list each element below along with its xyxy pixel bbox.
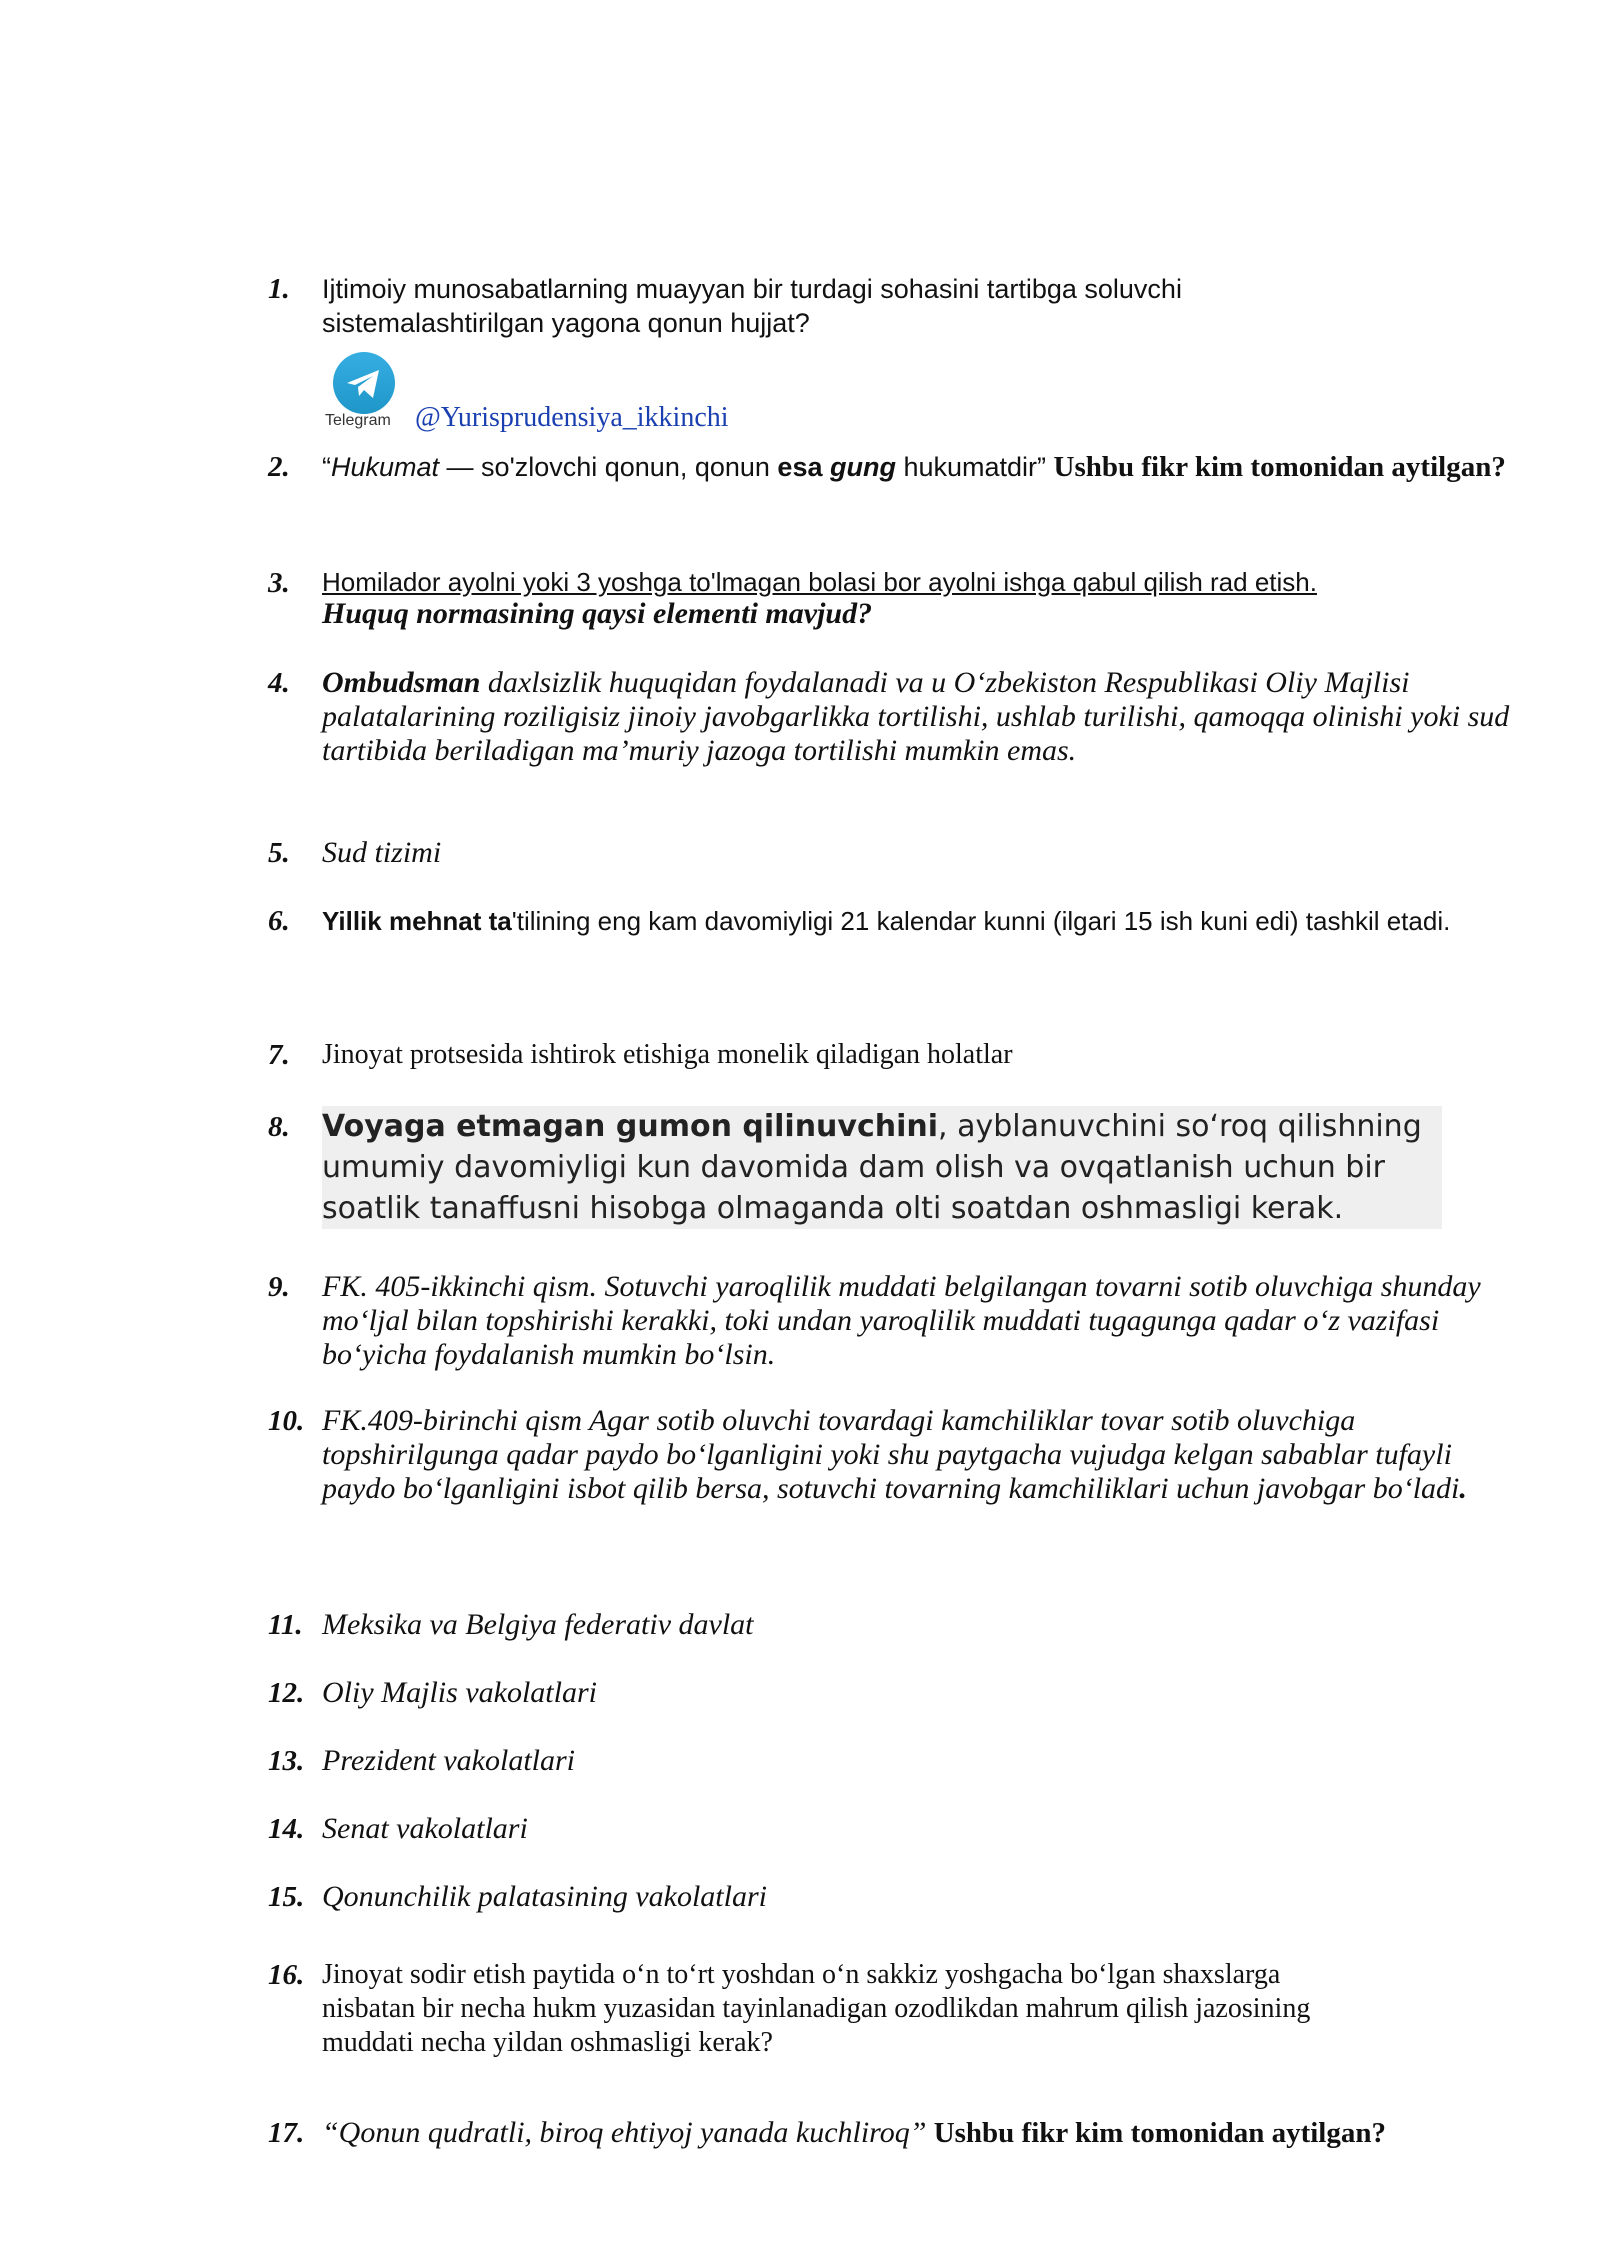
quote-text: — so'zlovchi qonun, qonun bbox=[439, 452, 778, 482]
question-number: 5. bbox=[268, 837, 290, 869]
question-text bbox=[322, 2116, 1402, 2157]
quote-bold-italic: gung bbox=[822, 452, 896, 482]
question-number: 1. bbox=[268, 273, 290, 305]
question-number: 7. bbox=[268, 1039, 290, 1071]
question-line-1: Homilador ayolni yoki 3 yoshga to'lmagan bolasi bor ayolni ishga qabul qilish rad etish. bbox=[322, 567, 1317, 597]
question-prompt: Ushbu fikr kim tomonidan aytilgan? bbox=[926, 2117, 1386, 2149]
question-number: 4. bbox=[268, 667, 290, 699]
question-text: Meksika va Belgiya federativ davlat bbox=[322, 1608, 754, 1641]
question-lead: Voyaga etmagan gumon qilinuvchini bbox=[322, 1109, 939, 1144]
question-text: Oliy Majlis vakolatlari bbox=[322, 1676, 597, 1709]
question-text: Jinoyat sodir etish paytida o‘n to‘rt yoshdan o‘n sakkiz yoshgacha bo‘lgan shaxslarga nisbatan bir necha hukm yuzasidan tayinlanadigan ozodlikdan mahrum qilish jazosining muddati necha yildan oshmasligi kerak? bbox=[322, 1959, 1311, 2058]
quote-text: “Qonun qudratli, biroq ehtiyoj yanada kuchliroq” bbox=[322, 2116, 927, 2149]
question-body: 'tilining eng kam davomiyligi 21 kalendar kunni (ilgari 15 ish kuni edi) tashkil etadi. bbox=[511, 906, 1451, 936]
telegram-icon bbox=[333, 352, 395, 414]
quote-bold: esa bbox=[777, 452, 823, 482]
question-number: 11. bbox=[268, 1609, 303, 1641]
question-text: Prezident vakolatlari bbox=[322, 1744, 576, 1777]
question-number: 16. bbox=[268, 1959, 305, 1991]
question-text bbox=[322, 904, 1522, 938]
question-text: Ijtimoiy munosabatlarning muayyan bir turdagi sohasini tartibga soluvchi sistemalashtirilgan yagona qonun hujjat? bbox=[322, 274, 1182, 338]
telegram-handle-link[interactable]: @Yurisprudensiya_ikkinchi bbox=[415, 402, 729, 433]
question-end: . bbox=[1459, 1472, 1467, 1505]
telegram-label: Telegram bbox=[325, 412, 391, 429]
question-text: Qonunchilik palatasining vakolatlari bbox=[322, 1880, 767, 1913]
question-text: FK. 405-ikkinchi qism. Sotuvchi yaroqlilik muddati belgilangan tovarni sotib oluvchiga shunday mo‘ljal bilan topshirishi kerakki, toki undan yaroqlilik muddati tugagunga qadar o‘z vazifasi bo‘yicha foydalanish mumkin bo‘lsin. bbox=[322, 1270, 1481, 1371]
question-number: 12. bbox=[268, 1677, 305, 1709]
question-prompt: Ushbu fikr kim tomonidan aytilgan? bbox=[1053, 451, 1506, 483]
question-number: 6. bbox=[268, 905, 290, 937]
question-lead: Yillik mehnat ta bbox=[322, 906, 512, 936]
telegram-badge[interactable] bbox=[325, 350, 765, 440]
question-number: 14. bbox=[268, 1813, 305, 1845]
question-number: 17. bbox=[268, 2117, 305, 2149]
question-body: FK.409-birinchi qism Agar sotib oluvchi tovardagi kamchiliklar tovar sotib oluvchiga topshirilgunga qadar paydo bo‘lganligini yoki shu paytgacha vujudga kelgan sabablar tufayli paydo bo‘lganligini isbot qilib bersa, sotuvchi tovarning kamchiliklari uchun javobgar bo‘ladi bbox=[322, 1404, 1460, 1505]
question-text bbox=[322, 1106, 1442, 1229]
question-text: Senat vakolatlari bbox=[322, 1812, 528, 1845]
quote-italic: Hukumat bbox=[331, 452, 440, 482]
question-number: 13. bbox=[268, 1745, 305, 1777]
quote-open: “ bbox=[322, 452, 331, 482]
question-lead: Ombudsman bbox=[322, 666, 481, 699]
question-number: 2. bbox=[268, 451, 290, 483]
question-number: 3. bbox=[268, 567, 290, 599]
question-text bbox=[322, 666, 1522, 768]
question-text bbox=[322, 566, 1508, 630]
question-body: , ayblanuvchini so‘roq qilishning umumiy davomiyligi kun davomida dam olish va ovqatlanish uchun bir soatlik tanaffusni hisobga olmaganda olti soatdan oshmasligi kerak. bbox=[322, 1109, 1422, 1226]
quote-end: hukumatdir” bbox=[895, 452, 1054, 482]
question-number: 10. bbox=[268, 1405, 305, 1437]
question-text bbox=[322, 1404, 1522, 1506]
question-number: 9. bbox=[268, 1271, 290, 1303]
question-number: 15. bbox=[268, 1881, 305, 1913]
question-text bbox=[322, 450, 1508, 491]
question-number: 8. bbox=[268, 1111, 290, 1143]
question-line-2: Huquq normasining qaysi elementi mavjud? bbox=[322, 597, 873, 630]
question-text: Sud tizimi bbox=[322, 836, 442, 869]
question-body: daxlsizlik huquqidan foydalanadi va u O‘zbekiston Respublikasi Oliy Majlisi palatalarining roziligisiz jinoiy javobgarlikka tortilishi, ushlab turilishi, qamoqqa olinishi yoki sud tartibida beriladigan ma’muriy jazoga tortilishi mumkin emas. bbox=[322, 666, 1510, 767]
question-text: Jinoyat protsesida ishtirok etishiga monelik qiladigan holatlar bbox=[322, 1039, 1013, 1070]
